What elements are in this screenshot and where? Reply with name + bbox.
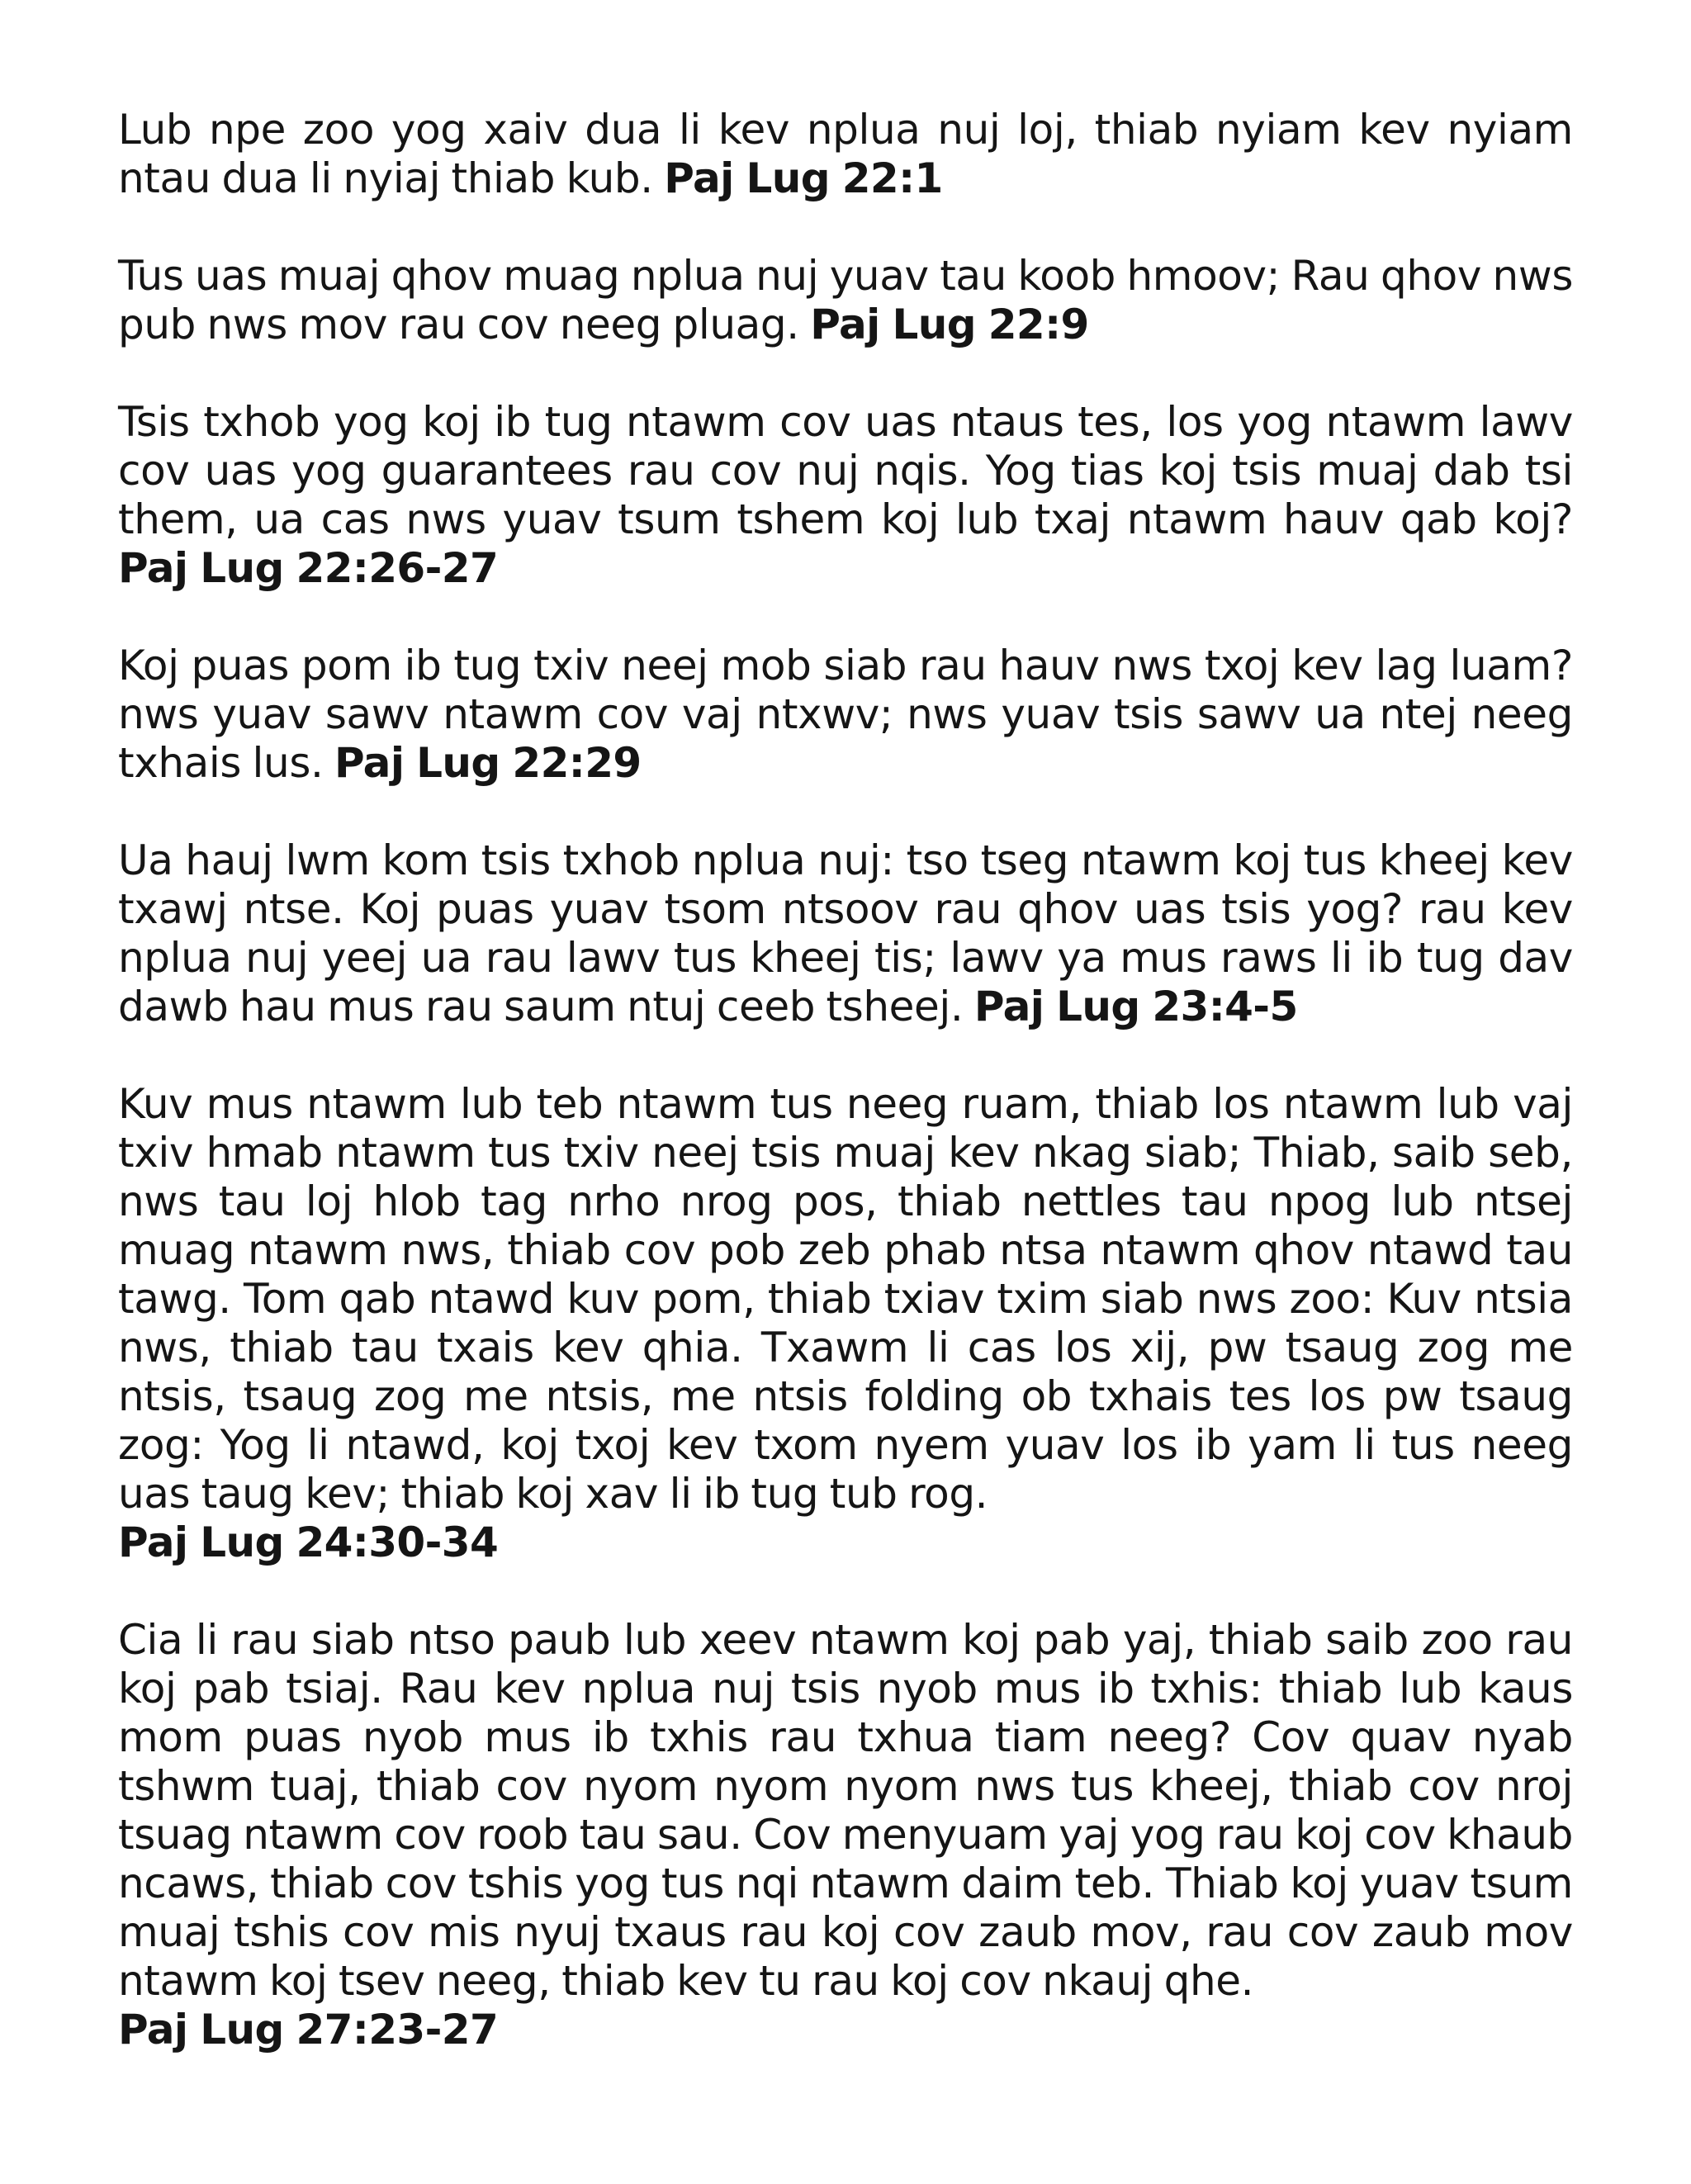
proverb-passage-6 [118,1080,1573,1567]
proverb-passage-7 [118,1616,1573,2054]
proverb-passage-2 [118,252,1573,349]
passage-text: Tus uas muaj qhov muag nplua nuj yuav tau koob hmoov; Rau qhov nws pub nws mov rau cov neeg pluag. [118,252,1573,348]
scripture-reference: Paj Lug 27:23-27 [118,2006,499,2054]
passage-text: Ua hauj lwm kom tsis txhob nplua nuj: tso tseg ntawm koj tus kheej kev txawj ntse. Koj puas yuav tsom ntsoov rau qhov uas tsis yog? rau kev nplua nuj yeej ua rau lawv tus kheej tis; lawv ya mus raws li ib tug dav dawb hau mus rau saum ntuj ceeb tsheej. [118,836,1573,1030]
passage-text: Cia li rau siab ntso paub lub xeev ntawm koj pab yaj, thiab saib zoo rau koj pab tsiaj. Rau kev nplua nuj tsis nyob mus ib txhis: thiab lub kaus mom puas nyob mus ib txhis rau txhua tiam neeg? Cov quav nyab tshwm tuaj, thiab cov nyom nyom nyom nws tus kheej, thiab cov nroj tsuag ntawm cov roob tau sau. Cov menyuam yaj yog rau koj cov khaub ncaws, thiab cov tshis yog tus nqi ntawm daim teb. Thiab koj yuav tsum muaj tshis cov mis nyuj txaus rau koj cov zaub mov, rau cov zaub mov ntawm koj tsev neeg, thiab kev tu rau koj cov nkauj qhe. [118,1616,1573,2005]
proverb-passage-4 [118,642,1573,788]
proverb-passage-5 [118,836,1573,1031]
scripture-reference: Paj Lug 22:26-27 [118,544,499,592]
scripture-reference: Paj Lug 23:4-5 [973,983,1298,1030]
scripture-reference: Paj Lug 22:29 [334,739,642,787]
passage-text: Kuv mus ntawm lub teb ntawm tus neeg ruam, thiab los ntawm lub vaj txiv hmab ntawm tus txiv neej tsis muaj kev nkag siab; Thiab, saib seb, nws tau loj hlob tag nrho nrog pos, thiab nettles tau npog lub ntsej muag ntawm nws, thiab cov pob zeb phab ntsa ntawm qhov ntawd tau tawg. Tom qab ntawd kuv pom, thiab txiav txim siab nws zoo: Kuv ntsia nws, thiab tau txais kev qhia. Txawm li cas los xij, pw tsaug zog me ntsis, tsaug zog me ntsis, me ntsis folding ob txhais tes los pw tsaug zog: Yog li ntawd, koj txoj kev txom nyem yuav los ib yam li tus neeg uas taug kev; thiab koj xav li ib tug tub rog. [118,1080,1573,1518]
passage-text: Koj puas pom ib tug txiv neej mob siab rau hauv nws txoj kev lag luam? nws yuav sawv ntawm cov vaj ntxwv; nws yuav tsis sawv ua ntej neeg txhais lus. [118,642,1573,787]
document-page [118,106,1573,2054]
passage-text: Tsis txhob yog koj ib tug ntawm cov uas ntaus tes, los yog ntawm lawv cov uas yog guarantees rau cov nuj nqis. Yog tias koj tsis muaj dab tsi them, ua cas nws yuav tsum tshem koj lub txaj ntawm hauv qab koj? [118,398,1573,543]
scripture-reference: Paj Lug 22:1 [664,154,943,202]
passage-text: Lub npe zoo yog xaiv dua li kev nplua nuj loj, thiab nyiam kev nyiam ntau dua li nyiaj thiab kub. [118,106,1573,202]
scripture-reference: Paj Lug 22:9 [810,301,1089,348]
proverb-passage-1 [118,106,1573,203]
scripture-reference: Paj Lug 24:30-34 [118,1518,499,1566]
proverb-passage-3 [118,398,1573,593]
